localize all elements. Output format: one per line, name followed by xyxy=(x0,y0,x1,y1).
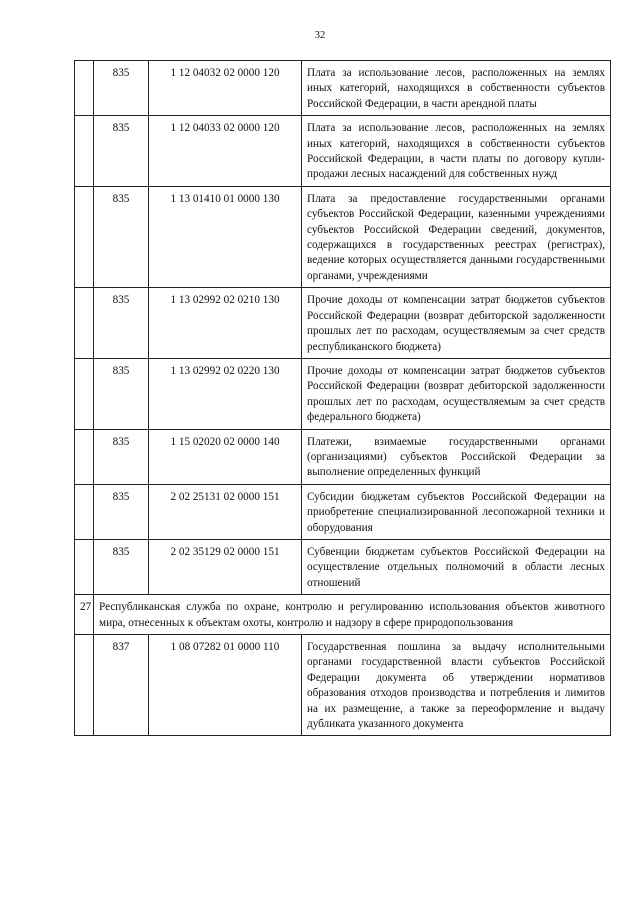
revenue-name-cell: Государственная пошлина за выдачу исполнительными органами государственной власти субъектов Российской Федерации документа об утверждении нормативов образования отходов производства и потребления и лимитов на их размещение, а также за переоформление и выдачу дубликата указанного документа xyxy=(302,635,611,736)
page-number: 32 xyxy=(314,30,326,41)
revenue-code-cell: 1 12 04033 02 0000 120 xyxy=(149,116,302,187)
revenue-code-cell: 1 08 07282 01 0000 110 xyxy=(149,635,302,736)
revenue-code-cell: 1 13 01410 01 0000 130 xyxy=(149,186,302,287)
row-number-cell xyxy=(75,539,94,594)
revenue-code-cell: 1 15 02020 02 0000 140 xyxy=(149,429,302,484)
admin-code-cell: 835 xyxy=(94,61,149,116)
admin-code-cell: 835 xyxy=(94,358,149,429)
revenue-code-cell: 2 02 25131 02 0000 151 xyxy=(149,484,302,539)
admin-code-cell: 835 xyxy=(94,539,149,594)
revenue-code-cell: 1 12 04032 02 0000 120 xyxy=(149,61,302,116)
revenue-name-cell: Плата за использование лесов, расположенных на землях иных категорий, находящихся в собственности субъектов Российской Федерации, в части арендной платы xyxy=(302,61,611,116)
row-number-cell xyxy=(75,186,94,287)
section-number-cell: 27 xyxy=(75,595,94,635)
admin-code-cell: 835 xyxy=(94,116,149,187)
row-number-cell xyxy=(75,288,94,359)
revenue-code-cell: 1 13 02992 02 0220 130 xyxy=(149,358,302,429)
revenue-code-cell: 1 13 02992 02 0210 130 xyxy=(149,288,302,359)
revenue-name-cell: Субсидии бюджетам субъектов Российской Федерации на приобретение специализированной лесопожарной техники и оборудования xyxy=(302,484,611,539)
admin-code-cell: 837 xyxy=(94,635,149,736)
table-row xyxy=(75,635,611,736)
admin-code-cell: 835 xyxy=(94,186,149,287)
table-row xyxy=(75,539,611,594)
admin-code-cell: 835 xyxy=(94,288,149,359)
revenue-name-cell: Платежи, взимаемые государственными органами (организациями) субъектов Российской Федерации за выполнение определенных функций xyxy=(302,429,611,484)
budget-classification-table xyxy=(74,60,611,736)
row-number-cell xyxy=(75,61,94,116)
section-header-row xyxy=(75,595,611,635)
revenue-name-cell: Плата за предоставление государственными органами субъектов Российской Федерации, казенными учреждениями субъектов Российской Федерации сведений, документов, содержащихся в государственных реестрах (регистрах), ведение которых осуществляется данными государственными органами, учреждениями xyxy=(302,186,611,287)
section-title-cell: Республиканская служба по охране, контролю и регулированию использования объектов животного мира, отнесенных к объектам охоты, контролю и надзору в сфере природопользования xyxy=(94,595,611,635)
table-row xyxy=(75,288,611,359)
revenue-name-cell: Прочие доходы от компенсации затрат бюджетов субъектов Российской Федерации (возврат дебиторской задолженности прошлых лет по расходам, осуществляемым за счет средств республиканского бюджета) xyxy=(302,288,611,359)
revenue-name-cell: Плата за использование лесов, расположенных на землях иных категорий, находящихся в собственности субъектов Российской Федерации, в части платы по договору купли-продажи лесных насаждений для собственных нужд xyxy=(302,116,611,187)
row-number-cell xyxy=(75,635,94,736)
table-row xyxy=(75,61,611,116)
admin-code-cell: 835 xyxy=(94,484,149,539)
revenue-code-cell: 2 02 35129 02 0000 151 xyxy=(149,539,302,594)
row-number-cell xyxy=(75,429,94,484)
table-row xyxy=(75,358,611,429)
row-number-cell xyxy=(75,116,94,187)
table-row xyxy=(75,116,611,187)
revenue-name-cell: Прочие доходы от компенсации затрат бюджетов субъектов Российской Федерации (возврат дебиторской задолженности прошлых лет по расходам, осуществляемым за счет средств федерального бюджета) xyxy=(302,358,611,429)
revenue-name-cell: Субвенции бюджетам субъектов Российской Федерации на осуществление отдельных полномочий в области лесных отношений xyxy=(302,539,611,594)
table-row xyxy=(75,484,611,539)
table-row xyxy=(75,429,611,484)
admin-code-cell: 835 xyxy=(94,429,149,484)
row-number-cell xyxy=(75,484,94,539)
row-number-cell xyxy=(75,358,94,429)
table-row xyxy=(75,186,611,287)
